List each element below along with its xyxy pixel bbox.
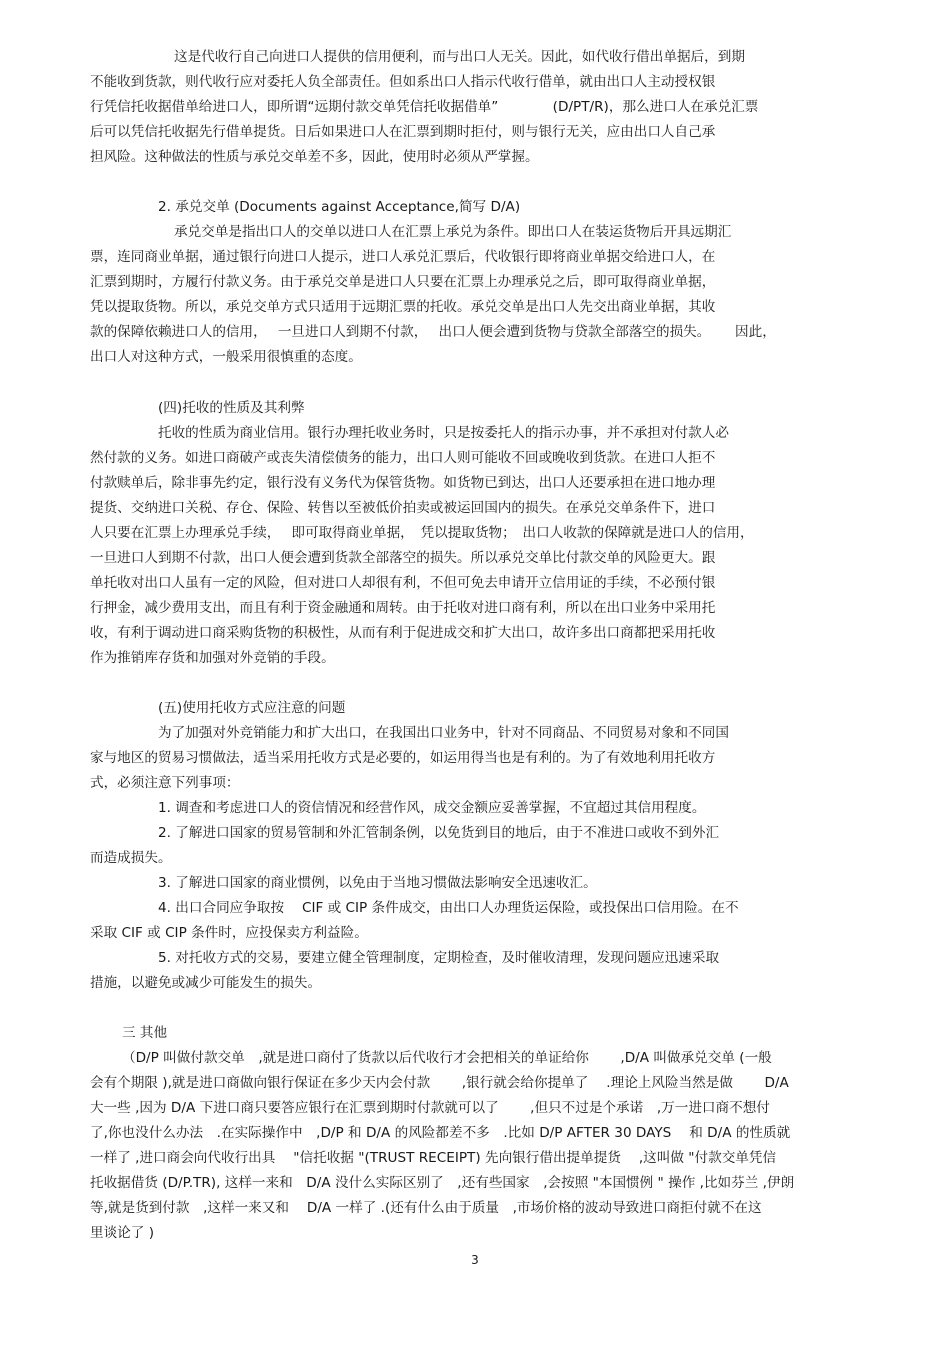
text-line: 人只要在汇票上办理承兑手续， 即可取得商业单据， 凭以提取货物； 出口人收款的保障就是进口人的信用， [90, 525, 754, 541]
text-line: 等,就是货到付款 ,这样一来又和 D/A 一样了 .(还有什么由于质量 ,市场价格的波动导致进口商拒付就不在这 [90, 1200, 762, 1216]
text-line: 担风险。这种做法的性质与承兑交单差不多，因此，使用时必须从严掌握。 [90, 149, 539, 165]
text-line: 提货、交纳进口关税、存仓、保险、转售以至被低价拍卖或被运回国内的损失。在承兑交单条件下，进口 [90, 500, 716, 516]
section-heading: (四)托收的性质及其利弊 [158, 400, 305, 416]
text-line: 款的保障依赖进口人的信用， 一旦进口人到期不付款， 出口人便会遭到货物与贷款全部落空的损失。 因此， [90, 324, 776, 340]
text-line: （D/P 叫做付款交单 ,就是进口商付了货款以后代收行才会把相关的单证给你 ,D/A 叫做承兑交单 (一般 [122, 1050, 772, 1066]
text-line: 措施，以避免或减少可能发生的损失。 [90, 975, 322, 991]
text-line: 家与地区的贸易习惯做法，适当采用托收方式是必要的，如运用得当也是有利的。为了有效地利用托收方 [90, 750, 716, 766]
text-line: 后可以凭信托收据先行借单提货。日后如果进口人在汇票到期时拒付，则与银行无关，应由出口人自己承 [90, 124, 716, 140]
text-line: 这是代收行自己向进口人提供的信用便利，而与出口人无关。因此，如代收行借出单据后，到期 [174, 49, 745, 65]
text-line: 大一些 ,因为 D/A 下进口商只要答应银行在汇票到期时付款就可以了 ,但只不过是个承诺 ,万一进口商不想付 [90, 1100, 770, 1116]
text-line: 凭以提取货物。所以，承兑交单方式只适用于远期汇票的托收。承兑交单是出口人先交出商业单据，其收 [90, 299, 716, 315]
text-line: 会有个期限 ),就是进口商做向银行保证在多少天内会付款 ,银行就会给你提单了 .理论上风险当然是做 D/A [90, 1075, 789, 1091]
text-line: 行凭信托收据借单给进口人，即所谓“远期付款交单凭信托收据借单” (D/PT/R)，那么进口人在承兑汇票 [90, 99, 759, 115]
text-line: 单托收对出口人虽有一定的风险，但对进口人却很有利，不但可免去申请开立信用证的手续，不必预付银 [90, 575, 716, 591]
text-line: 为了加强对外竞销能力和扩大出口，在我国出口业务中，针对不同商品、不同贸易对象和不同国 [158, 725, 729, 741]
text-line: 不能收到货款，则代收行应对委托人负全部责任。但如系出口人指示代收行借单，就由出口人主动授权银 [90, 74, 716, 90]
text-line: 然付款的义务。如进口商破产或丧失清偿债务的能力，出口人则可能收不回或晚收到货款。在进口人拒不 [90, 450, 716, 466]
text-line: 收，有利于调动进口商采购货物的积极性，从而有利于促进成交和扩大出口，故许多出口商都把采用托收 [90, 625, 716, 641]
list-item: 4. 出口合同应争取按 CIF 或 CIP 条件成交，由出口人办理货运保险，或投保出口信用险。在不 [158, 900, 739, 916]
list-item: 3. 了解进口国家的商业惯例，以免由于当地习惯做法影响安全迅速收汇。 [158, 875, 597, 891]
page-number: 3 [471, 1253, 479, 1267]
text-line: 作为推销库存货和加强对外竞销的手段。 [90, 650, 335, 666]
text-line: 式，必须注意下列事项： [90, 775, 240, 791]
section-heading: (五)使用托收方式应注意的问题 [158, 700, 346, 716]
list-item: 5. 对托收方式的交易，要建立健全管理制度，定期检查，及时催收清理，发现问题应迅速采取 [158, 950, 720, 966]
text-line: 汇票到期时，方履行付款义务。由于承兑交单是进口人只要在汇票上办理承兑之后，即可取得商业单据， [90, 274, 716, 290]
text-line: 采取 CIF 或 CIP 条件时，应投保卖方利益险。 [90, 925, 368, 941]
list-item: 1. 调查和考虑进口人的资信情况和经营作风，成交金额应妥善掌握，不宜超过其信用程度。 [158, 800, 706, 816]
section-heading: 2. 承兑交单 (Documents against Acceptance,简写 D/A) [158, 199, 521, 215]
text-line: 付款赎单后，除非事先约定，银行没有义务代为保管货物。如货物已到达，出口人还要承担在进口地办理 [90, 475, 716, 491]
text-line: 托收的性质为商业信用。银行办理托收业务时，只是按委托人的指示办事，并不承担对付款人必 [158, 425, 729, 441]
text-line: 行押金，减少费用支出，而且有利于资金融通和周转。由于托收对进口商有利，所以在出口业务中采用托 [90, 600, 716, 616]
list-item: 2. 了解进口国家的贸易管制和外汇管制条例，以免货到目的地后，由于不准进口或收不到外汇 [158, 825, 720, 841]
text-line: 一旦进口人到期不付款，出口人便会遭到货款全部落空的损失。所以承兑交单比付款交单的风险更大。跟 [90, 550, 716, 566]
section-heading: 三 其他 [122, 1025, 168, 1041]
text-line: 而造成损失。 [90, 850, 172, 866]
text-line: 一样了 ,进口商会向代收行出具 "信托收据 "(TRUST RECEIPT) 先向银行借出提单提货 ,这叫做 "付款交单凭信 [90, 1150, 777, 1166]
text-line: 里谈论了 ) [90, 1225, 154, 1241]
text-line: 出口人对这种方式，一般采用很慎重的态度。 [90, 349, 362, 365]
text-line: 了,你也没什么办法 .在实际操作中 ,D/P 和 D/A 的风险都差不多 .比如 D/P AFTER 30 DAYS 和 D/A 的性质就 [90, 1125, 791, 1141]
text-line: 托收据借货 (D/P.TR), 这样一来和 D/A 没什么实际区别了 ,还有些国家 ,会按照 "本国惯例 " 操作 ,比如芬兰 ,伊朗 [90, 1175, 795, 1191]
text-line: 承兑交单是指出口人的交单以进口人在汇票上承兑为条件。即出口人在装运货物后开具远期汇 [174, 224, 732, 240]
text-line: 票，连同商业单据，通过银行向进口人提示，进口人承兑汇票后，代收银行即将商业单据交给进口人，在 [90, 249, 716, 265]
